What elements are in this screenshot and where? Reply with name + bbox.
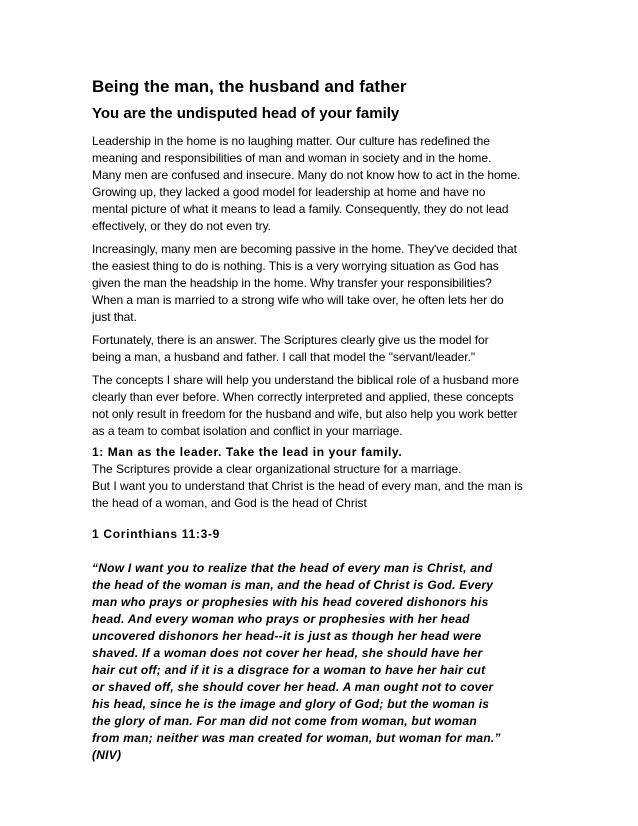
paragraph-line: given the man the headship in the home. Why transfer your responsibilities? (92, 276, 492, 290)
verse-line: the glory of man. For man did not come from woman, but woman (92, 714, 478, 728)
verse-line: hair cut off; and if it is a disgrace for a woman to have her hair cut (92, 663, 486, 677)
page-title: Being the man, the husband and father (92, 77, 407, 96)
verse-line: head. And every woman who prays or prophesies with her head (92, 612, 470, 626)
paragraph-line: Many men are confused and insecure. Many do not know how to act in the home. (92, 168, 521, 182)
section-leader (92, 444, 552, 512)
paragraph-2 (92, 241, 552, 326)
paragraph-line: not only result in freedom for the husband and wife, but also help you work better (92, 407, 518, 421)
scripture-reference: 1 Corinthians 11:3-9 (92, 527, 221, 541)
paragraph-line: Increasingly, many men are becoming passive in the home. They've decided that (92, 242, 517, 256)
paragraph-line: just that. (92, 310, 137, 324)
verse-line: uncovered dishonors her head--it is just as though her head were (92, 629, 482, 643)
verse-line: or shaved off, she should cover her head. A man ought not to cover (92, 680, 494, 694)
verse-line: his head, since he is the image and glory of God; but the woman is (92, 697, 490, 711)
page-subtitle: You are the undisputed head of your family (92, 105, 400, 122)
paragraph-3 (92, 332, 552, 366)
paragraph-line: The concepts I share will help you understand the biblical role of a husband more (92, 373, 519, 387)
verse-line: the head of the woman is man, and the head of Christ is God. Every (92, 578, 494, 592)
verse-line: “Now I want you to realize that the head of every man is Christ, and (92, 561, 493, 575)
bible-version: (NIV) (92, 748, 122, 762)
section-line: But I want you to understand that Christ is the head of every man, and the man is (92, 479, 523, 493)
paragraph-4 (92, 372, 552, 440)
scripture-quote (92, 560, 552, 764)
section-line: the head of a woman, and God is the head of Christ (92, 496, 367, 510)
section-heading: 1: Man as the leader. Take the lead in your family. (92, 445, 403, 459)
page-content (92, 76, 552, 764)
paragraph-line: clearly than ever before. When correctly interpreted and applied, these concepts (92, 390, 514, 404)
paragraph-line: When a man is married to a strong wife who will take over, he often lets her do (92, 293, 504, 307)
paragraph-line: Growing up, they lacked a good model for leadership at home and have no (92, 185, 486, 199)
paragraph-line: meaning and responsibilities of man and woman in society and in the home. (92, 151, 492, 165)
paragraph-line: as a team to combat isolation and conflict in your marriage. (92, 424, 403, 438)
paragraph-line: Leadership in the home is no laughing matter. Our culture has redefined the (92, 134, 490, 148)
paragraph-line: Fortunately, there is an answer. The Scriptures clearly give us the model for (92, 333, 489, 347)
verse-line: from man; neither was man created for woman, but woman for man.” (92, 731, 501, 745)
verse-line: shaved. If a woman does not cover her head, she should have her (92, 646, 483, 660)
paragraph-line: effectively, or they do not even try. (92, 219, 271, 233)
paragraph-line: the easiest thing to do is nothing. This is a very worrying situation as God has (92, 259, 499, 273)
section-line: The Scriptures provide a clear organizational structure for a marriage. (92, 462, 462, 476)
paragraph-1 (92, 133, 552, 235)
paragraph-line: mental picture of what it means to lead a family. Consequently, they do not lead (92, 202, 509, 216)
paragraph-line: being a man, a husband and father. I call that model the "servant/leader." (92, 350, 476, 364)
verse-line: man who prays or prophesies with his head covered dishonors his (92, 595, 489, 609)
